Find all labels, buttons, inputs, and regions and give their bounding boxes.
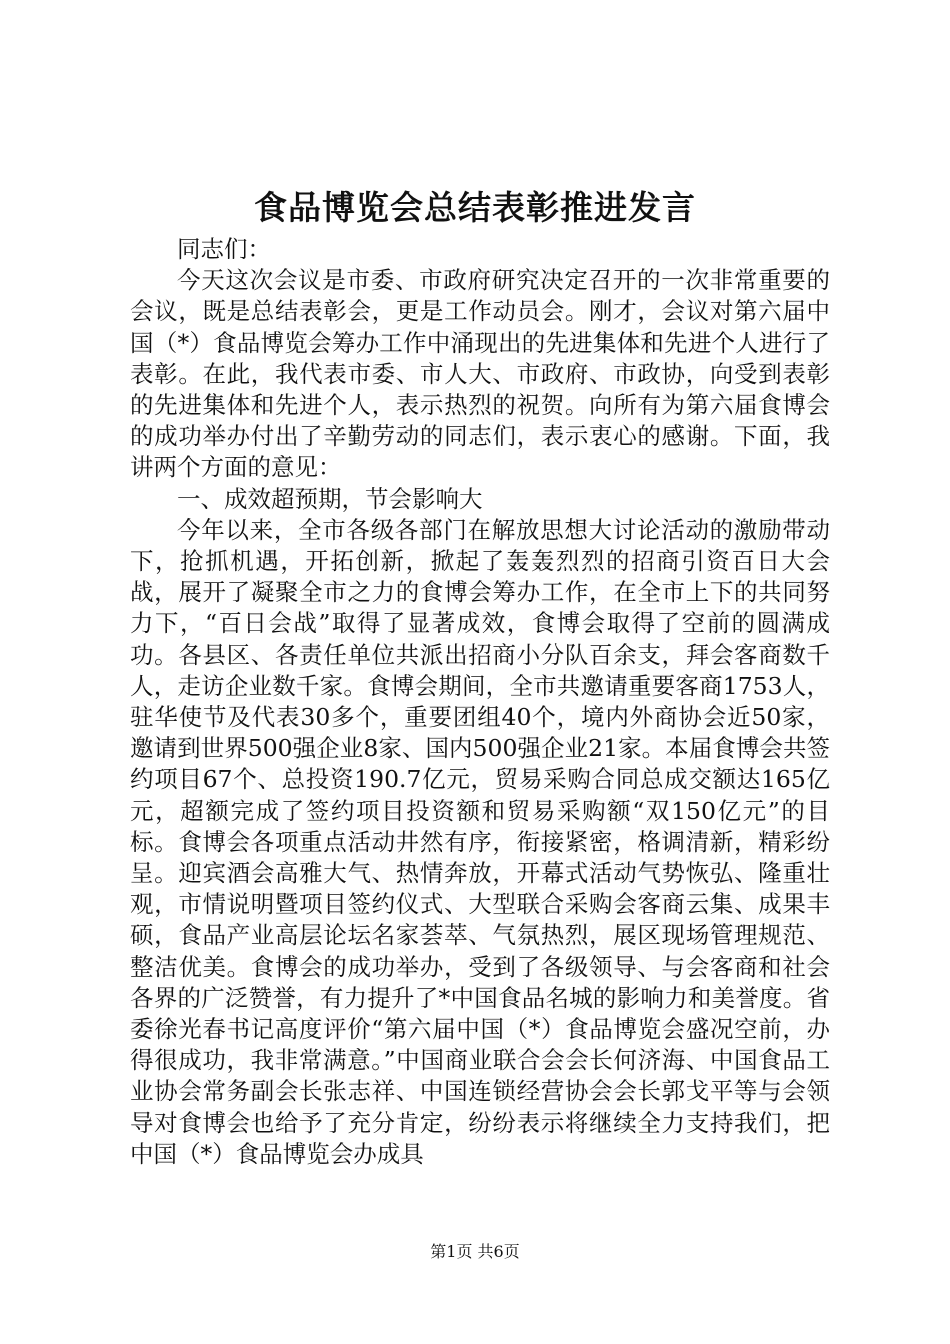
results-paragraph: 今年以来，全市各级各部门在解放思想大讨论活动的激励带动下，抢抓机遇，开拓创新，掀起了轰轰烈烈的招商引资百日大会战，展开了凝聚全市之力的食博会筹办工作，在全市上下的共同努力下，“百日会战”取得了显著成效，食博会取得了空前的圆满成功。各县区、各责任单位共派出招商小分队百余支，拜会客商数千人，走访企业数千家。食博会期间，全市共邀请重要客商1753人，驻华使节及代表30多个，重要团组40个，境内外商协会近50家，邀请到世界500强企业8家、国内500强企业21家。本届食博会共签约项目67个、总投资190.7亿元，贸易采购合同总成交额达165亿元，超额完成了签约项目投资额和贸易采购额“双150亿元”的目标。食博会各项重点活动井然有序，衔接紧密，格调清新，精彩纷呈。迎宾酒会高雅大气、热情奔放，开幕式活动气势恢弘、隆重壮观，市情说明暨项目签约仪式、大型联合采购会客商云集、成果丰硕，食品产业高层论坛名家荟萃、气氛热烈，展区现场管理规范、整洁优美。食博会的成功举办，受到了各级领导、与会客商和社会各界的广泛赞誉，有力提升了*中国食品名城的影响力和美誉度。省委徐光春书记高度评价“第六届中国（*）食品博览会盛况空前，办得很成功，我非常满意。”中国商业联合会会长何济海、中国食品工业协会常务副会长张志祥、中国连锁经营协会会长郭戈平等与会领导对食博会也给予了充分肯定，纷纷表示将继续全力支持我们，把中国（*）食品博览会办成具 [130,515,830,1168]
section-heading: 一、成效超预期，节会影响大 [177,484,483,513]
document-title: 食品博览会总结表彰推进发言 [254,188,696,227]
salutation-paragraph: 同志们： [177,235,271,263]
document-body [130,234,830,1170]
opening-paragraph: 今天这次会议是市委、市政府研究决定召开的一次非常重要的会议，既是总结表彰会，更是工作动员会。刚才，会议对第六届中国（*）食品博览会筹办工作中涌现出的先进集体和先进个人进行了表彰。在此，我代表市委、市人大、市政府、市政协，向受到表彰的先进集体和先进个人，表示热烈的祝贺。向所有为第六届食博会的成功举办付出了辛勤劳动的同志们，表示衷心的感谢。下面，我讲两个方面的意见： [130,266,830,482]
page-number-footer: 第1页 共6页 [430,1242,520,1261]
